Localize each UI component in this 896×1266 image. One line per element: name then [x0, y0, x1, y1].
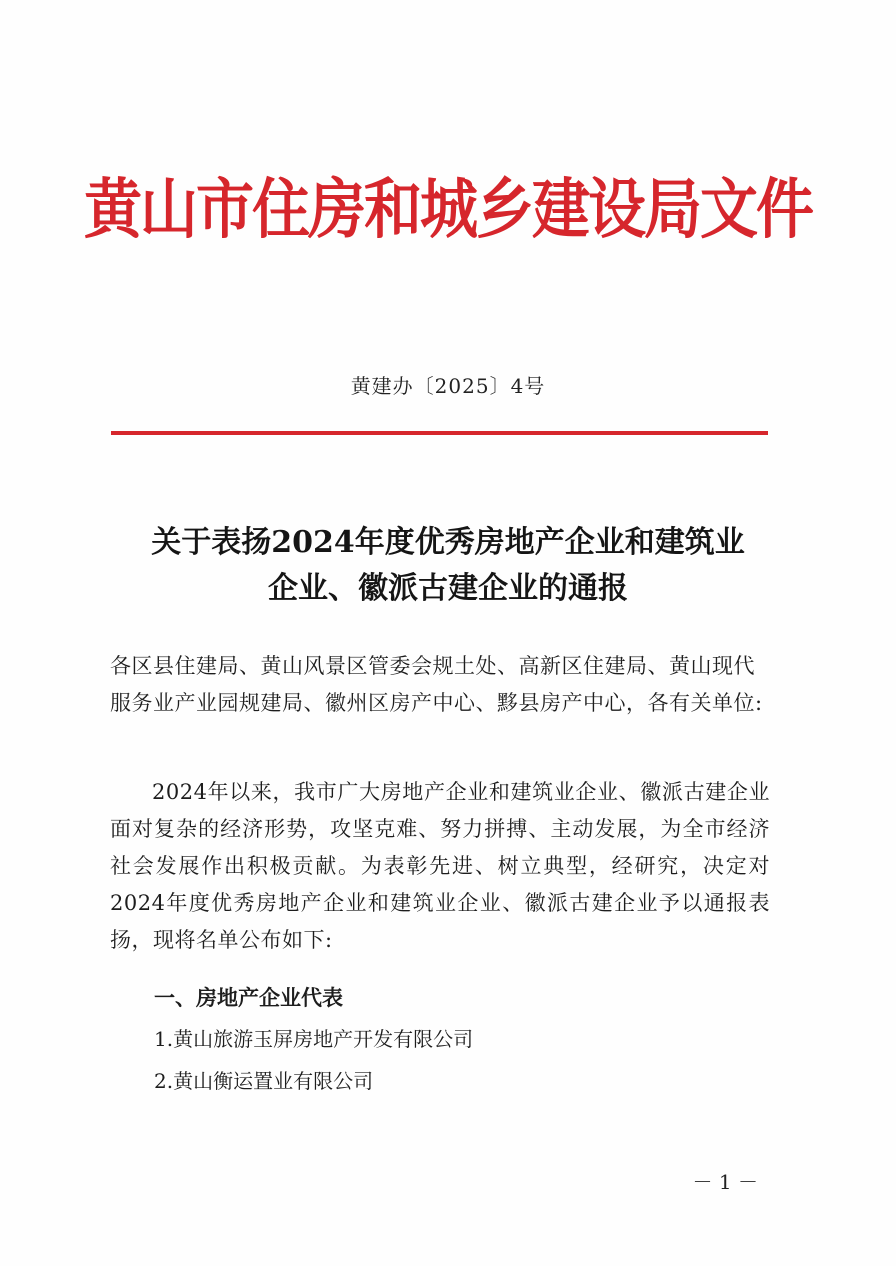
notice-title-line-2: 企业、徽派古建企业的通报 — [268, 571, 628, 606]
notice-title — [0, 520, 896, 612]
page-number: － 1 － — [692, 1170, 758, 1194]
list-item: 1.黄山旅游玉屏房地产开发有限公司 — [154, 1027, 474, 1051]
issuing-authority-header: 黄山市住房和城乡建设局文件 — [83, 170, 812, 247]
document-number: 黄建办〔2025〕4号 — [350, 374, 546, 398]
list-item: 2.黄山衡运置业有限公司 — [154, 1069, 374, 1093]
section-heading: 一、房地产企业代表 — [154, 986, 343, 1010]
notice-title-line-1: 关于表扬2024年度优秀房地产企业和建筑业 — [151, 525, 745, 560]
addressee-paragraph: 各区县住建局、黄山风景区管委会规土处、高新区住建局、黄山现代服务业产业园规建局、徽州区房产中心、黟县房产中心，各有关单位: — [110, 654, 763, 715]
body-paragraph: 2024年以来，我市广大房地产企业和建筑业企业、徽派古建企业面对复杂的经济形势，攻坚克难、努力拼搏、主动发展，为全市经济社会发展作出积极贡献。为表彰先进、树立典型，经研究，决定对2024年度优秀房地产企业和建筑业企业、徽派古建企业予以通报表扬，现将名单公布如下: — [110, 780, 770, 952]
red-divider-line — [111, 431, 768, 435]
